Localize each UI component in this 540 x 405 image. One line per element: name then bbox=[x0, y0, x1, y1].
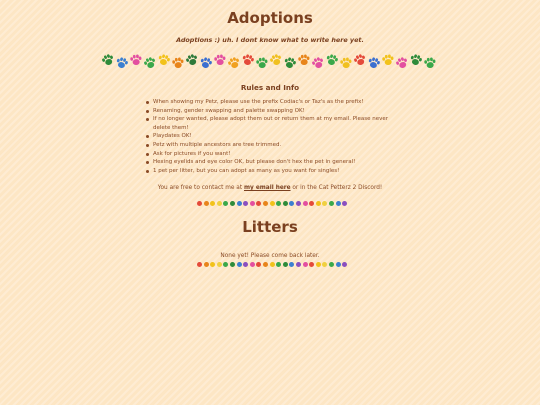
dot-icon bbox=[223, 262, 228, 267]
litters-text: None yet! Please come back later. bbox=[220, 253, 320, 259]
paw-print-icon bbox=[422, 55, 437, 70]
dot-icon bbox=[237, 201, 242, 206]
dot-icon bbox=[263, 201, 268, 206]
dot-icon bbox=[217, 262, 222, 267]
dot-icon bbox=[289, 262, 294, 267]
dot-divider bbox=[197, 201, 347, 207]
dot-icon bbox=[283, 201, 288, 206]
dot-icon bbox=[303, 201, 308, 206]
rules-list-item: Petz with multiple ancestors are tree trimmed. bbox=[145, 141, 403, 150]
dot-icon bbox=[316, 262, 321, 267]
rules-list-item: Playdates OK! bbox=[145, 132, 403, 141]
contact-line bbox=[0, 185, 540, 191]
dot-icon bbox=[256, 201, 261, 206]
dot-icon bbox=[322, 262, 327, 267]
contact-text-before: You are free to contact me at bbox=[157, 185, 244, 191]
dot-icon bbox=[197, 262, 202, 267]
dot-icon bbox=[217, 201, 222, 206]
dot-icon bbox=[210, 201, 215, 206]
dot-icon bbox=[336, 201, 341, 206]
dot-icon bbox=[270, 262, 275, 267]
email-link[interactable]: my email here bbox=[243, 185, 291, 191]
dot-icon bbox=[256, 262, 261, 267]
paw-print-divider bbox=[101, 52, 441, 70]
dot-icon bbox=[342, 201, 347, 206]
dot-icon bbox=[270, 201, 275, 206]
rules-list-item: Ask for pictures if you want! bbox=[145, 150, 403, 159]
dot-icon bbox=[223, 201, 228, 206]
dot-icon bbox=[250, 201, 255, 206]
dot-icon bbox=[243, 201, 248, 206]
dot-icon bbox=[329, 201, 334, 206]
rules-heading: Rules and Info bbox=[240, 83, 300, 92]
dot-icon bbox=[204, 262, 209, 267]
litters-title: Litters bbox=[242, 218, 298, 236]
rules-list-item: Hexing eyelids and eye color OK, but please don't hex the pet in general! bbox=[145, 158, 403, 167]
rules-list-item: If no longer wanted, please adopt them out or return them at my email. Please never delete them! bbox=[145, 115, 403, 132]
dot-icon bbox=[204, 201, 209, 206]
dot-icon bbox=[283, 262, 288, 267]
dot-icon bbox=[336, 262, 341, 267]
rules-list-item: 1 pet per litter, but you can adopt as many as you want for singles! bbox=[145, 167, 403, 176]
dot-icon bbox=[342, 262, 347, 267]
dot-icon bbox=[276, 262, 281, 267]
dot-divider bbox=[197, 262, 347, 268]
rules-list-item: Renaming, gender swapping and palette swapping OK! bbox=[145, 107, 403, 116]
dot-icon bbox=[303, 262, 308, 267]
dot-icon bbox=[263, 262, 268, 267]
rules-list-item: When showing my Petz, please use the prefix Codiac's or Taz's as the prefix! bbox=[145, 98, 403, 107]
page-title: Adoptions bbox=[227, 9, 313, 27]
dot-icon bbox=[210, 262, 215, 267]
dot-icon bbox=[230, 262, 235, 267]
dot-icon bbox=[296, 201, 301, 206]
dot-icon bbox=[276, 201, 281, 206]
dot-icon bbox=[329, 262, 334, 267]
page-subtitle: Adoptions :) uh. I dont know what to write here yet. bbox=[176, 36, 364, 44]
dot-icon bbox=[243, 262, 248, 267]
dot-icon bbox=[237, 262, 242, 267]
dot-icon bbox=[230, 201, 235, 206]
dot-icon bbox=[309, 201, 314, 206]
rules-list bbox=[145, 98, 403, 175]
dot-icon bbox=[296, 262, 301, 267]
dot-icon bbox=[322, 201, 327, 206]
dot-icon bbox=[316, 201, 321, 206]
dot-icon bbox=[250, 262, 255, 267]
contact-text-after: or in the Cat Petterz 2 Discord! bbox=[290, 185, 383, 191]
dot-icon bbox=[197, 201, 202, 206]
dot-icon bbox=[289, 201, 294, 206]
dot-icon bbox=[309, 262, 314, 267]
